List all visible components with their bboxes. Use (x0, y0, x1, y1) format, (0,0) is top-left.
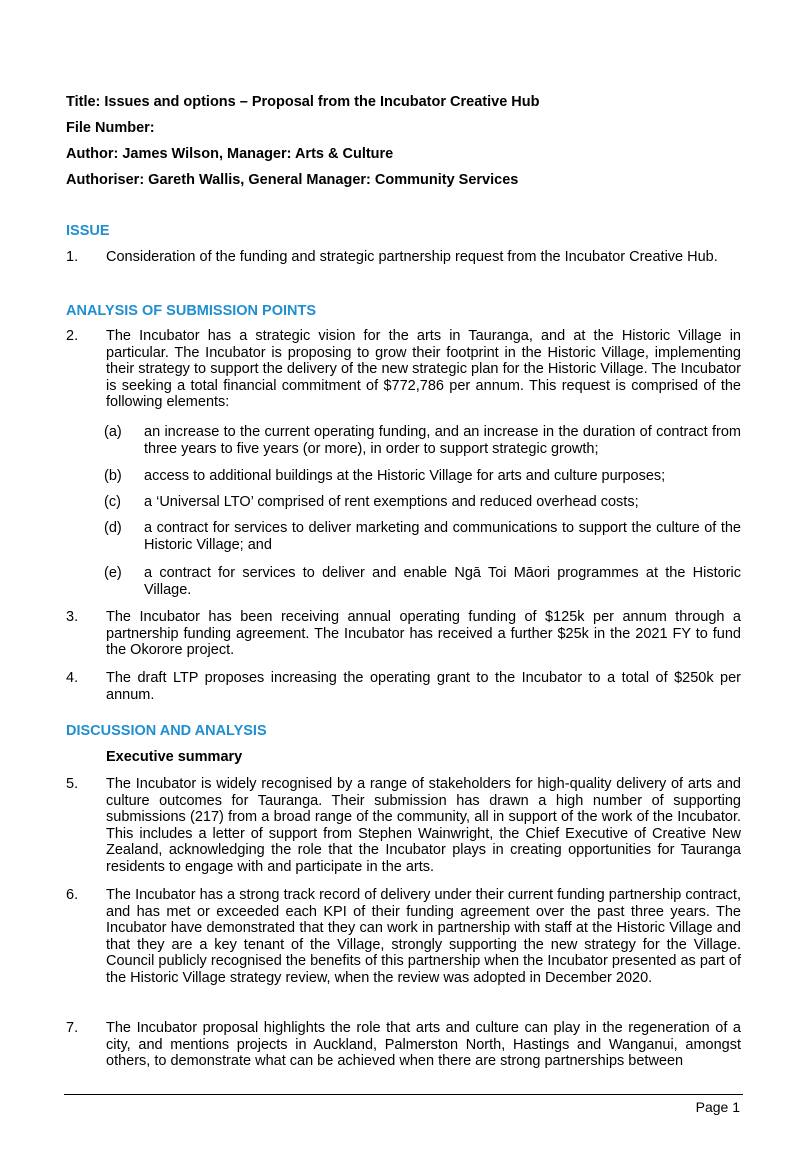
section-discussion: DISCUSSION AND ANALYSIS (66, 723, 267, 739)
section-issue: ISSUE (66, 223, 110, 239)
paragraph-text: The Incubator has a strong track record of delivery under their current funding partnership contract, and has met or exceeded each KPI of their funding agreement over the past three years. The Incubator have demonstrated that they can work in partnership with staff at the Historic Village and that they are a key tenant of the Village, strongly supporting the new strategy for the Village. Council publicly recognised the benefits of this partnership when the Incubator presented as part of the Historic Village strategy review, when the review was adopted in December 2020. (106, 887, 741, 986)
list-item-label: (b) (104, 468, 122, 484)
subheading-executive-summary: Executive summary (106, 749, 243, 765)
paragraph-number: 3. (66, 609, 79, 625)
section-analysis: ANALYSIS OF SUBMISSION POINTS (66, 303, 317, 319)
list-item-label: (a) (104, 424, 122, 440)
list-item-label: (c) (104, 494, 121, 510)
author-line: Author: James Wilson, Manager: Arts & Culture (66, 146, 394, 162)
list-item-text: an increase to the current operating funding, and an increase in the duration of contract from three years to five years (or more), in order to support strategic growth; (144, 424, 741, 457)
file-number: File Number: (66, 120, 155, 136)
authoriser-value: : Gareth Wallis, General Manager: Community Services (139, 172, 519, 188)
paragraph-text: The Incubator is widely recognised by a range of stakeholders for high-quality delivery of arts and culture outcomes for Tauranga. Their submission has drawn a high number of supporting submissions (217) from a broad range of the community, all in support of the work of the Incubator. This includes a letter of support from Stephen Wainwright, the Chief Executive of Creative New Zealand, acknowledging the role that the Incubator plays in creating opportunities for Tauranga residents to engage with and participate in the arts. (106, 776, 741, 875)
authoriser-line (66, 171, 518, 189)
paragraph-number: 7. (66, 1020, 79, 1036)
paragraph-number: 5. (66, 776, 79, 792)
paragraph-text: The draft LTP proposes increasing the operating grant to the Incubator to a total of $250k per annum. (106, 670, 741, 703)
authoriser-label: Authoriser (66, 172, 140, 188)
page-number: Page 1 (695, 1099, 740, 1115)
document-title: Title: Issues and options – Proposal from the Incubator Creative Hub (66, 94, 540, 110)
list-item-text: access to additional buildings at the Historic Village for arts and culture purposes; (144, 468, 666, 484)
list-item-text: a contract for services to deliver marketing and communications to support the culture of the Historic Village; and (144, 520, 741, 553)
paragraph-number: 6. (66, 887, 79, 903)
paragraph-number: 4. (66, 670, 79, 686)
list-item-label: (d) (104, 520, 122, 536)
list-item-text: a ‘Universal LTO’ comprised of rent exemptions and reduced overhead costs; (144, 494, 639, 510)
paragraph-text: The Incubator has a strategic vision for the arts in Tauranga, and at the Historic Village in particular. The Incubator is proposing to grow their footprint in the Historic Village, implementing their strategy to support the delivery of the new strategic plan for the Historic Village. The Incubator is seeking a total financial commitment of $772,786 per annum. This request is comprised of the following elements: (106, 328, 741, 411)
paragraph-text: The Incubator has been receiving annual operating funding of $125k per annum through a partnership funding agreement. The Incubator has received a further $25k in the 2021 FY to fund the Okorore project. (106, 609, 741, 659)
paragraph-number: 2. (66, 328, 79, 344)
paragraph-number: 1. (66, 249, 79, 265)
list-item-text: a contract for services to deliver and enable Ngā Toi Māori programmes at the Historic Village. (144, 565, 741, 598)
paragraph-text: Consideration of the funding and strategic partnership request from the Incubator Creative Hub. (106, 249, 718, 265)
footer-divider (64, 1094, 743, 1095)
list-item-label: (e) (104, 565, 122, 581)
paragraph-text: The Incubator proposal highlights the role that arts and culture can play in the regeneration of a city, and mentions projects in Auckland, Palmerston North, Hastings and Wanganui, amongst others, to demonstrate what can be achieved when there are strong partnerships between (106, 1020, 741, 1070)
